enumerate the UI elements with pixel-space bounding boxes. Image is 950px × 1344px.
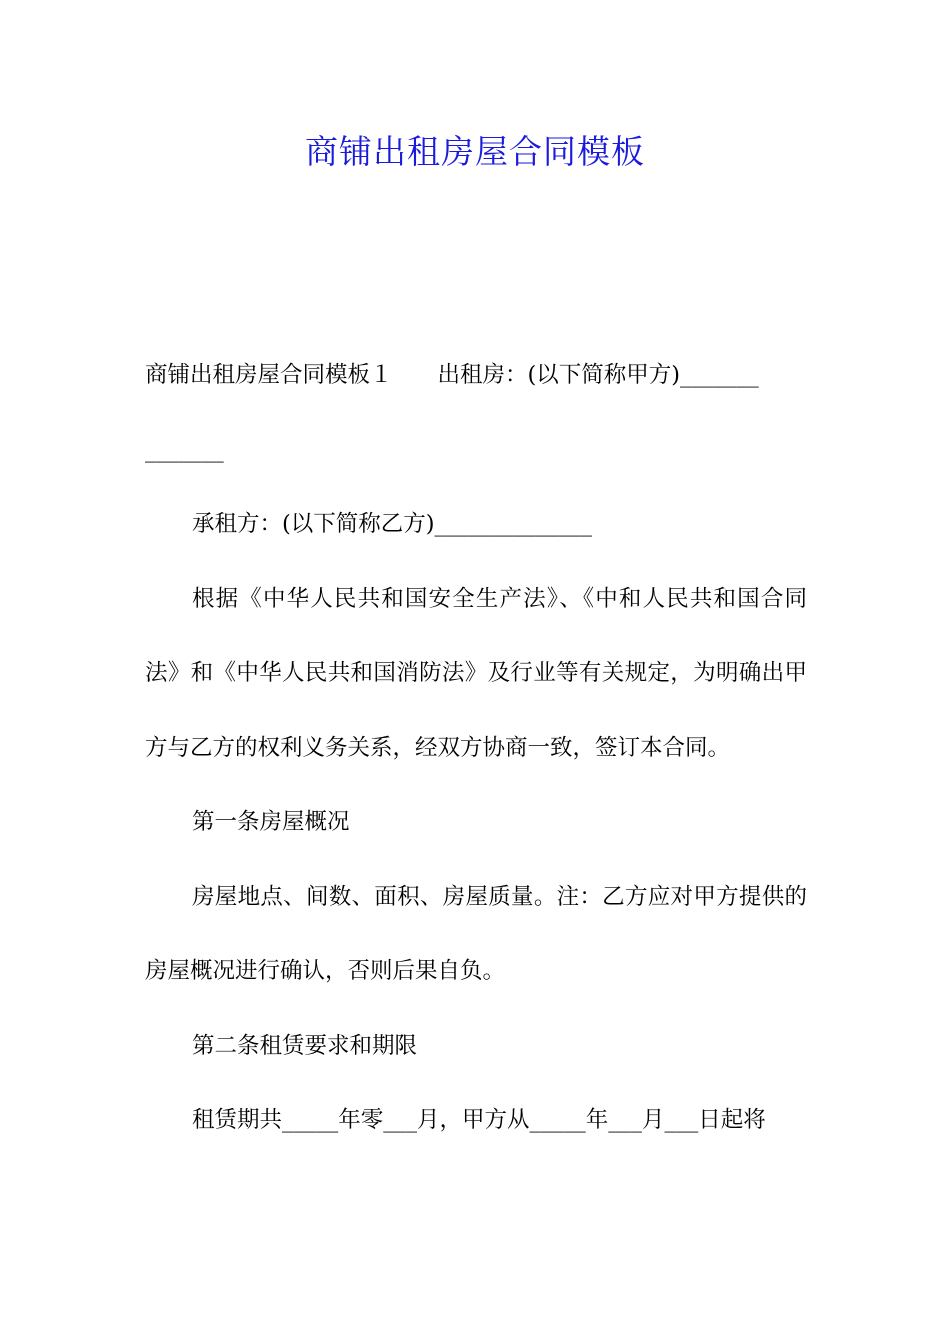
lessee-paragraph: 承租方：(以下简称乙方)______________ (192, 511, 593, 537)
article-1-heading: 第一条房屋概况 (192, 809, 350, 835)
article-2-paragraph: 租赁期共_____年零___月，甲方从_____年___月___日起将 (192, 1107, 766, 1133)
document-body (145, 338, 807, 1158)
lessor-line-1: 商铺出租房屋合同模板１ 出租房：(以下简称甲方)_______ (145, 362, 759, 388)
document-title: 商铺出租房屋合同模板 (305, 132, 645, 171)
article-2-heading: 第二条租赁要求和期限 (192, 1032, 418, 1059)
lessor-line (145, 338, 807, 487)
article-1-paragraph: 房屋地点、间数、面积、房屋质量。注：乙方应对甲方提供的房屋概况进行确认，否则后果自负。 (145, 883, 807, 984)
lessor-line-2: _______ (145, 436, 224, 463)
basis-paragraph: 根据《中华人民共和国安全生产法》、《中和人民共和国合同法》和《中华人民共和国消防法》及行业等有关规定，为明确出甲方与乙方的权利义务关系，经双方协商一致，签订本合同。 (145, 585, 807, 761)
